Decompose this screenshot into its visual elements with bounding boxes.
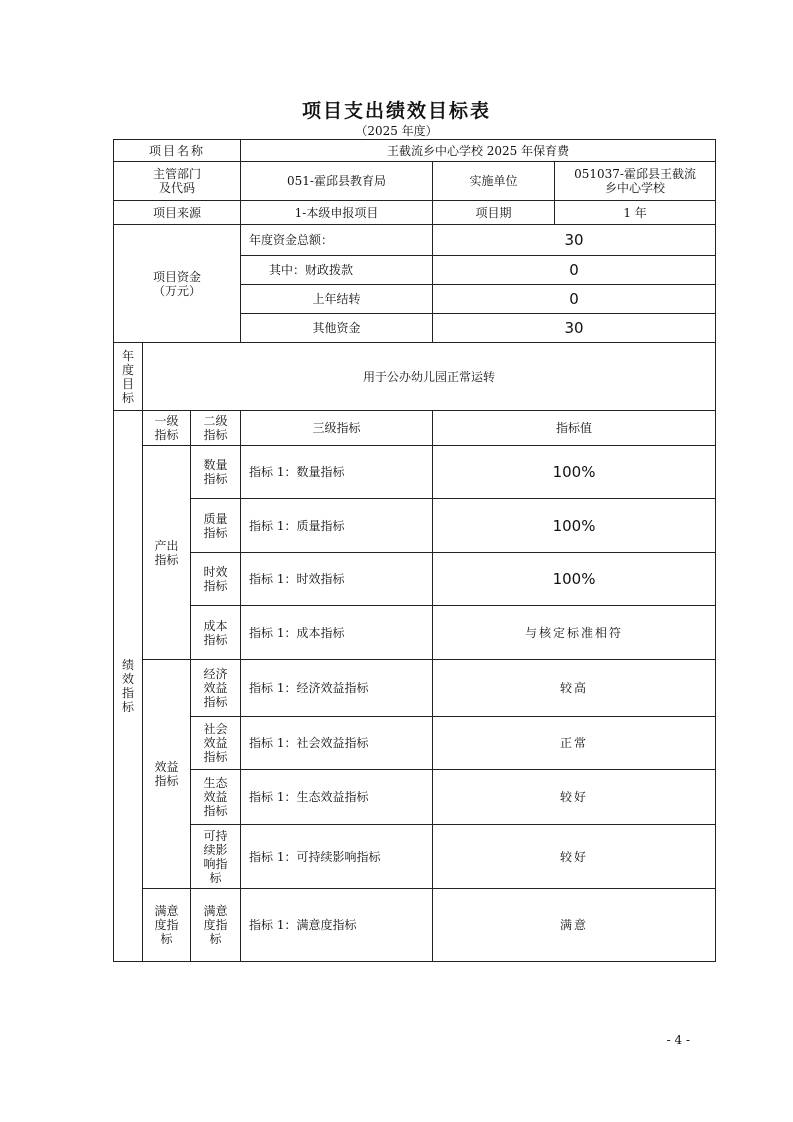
indicator-header-row	[114, 411, 716, 446]
level2-cell	[191, 499, 241, 553]
level2-cell	[191, 770, 241, 825]
implementing-unit-value-line1: 051037-霍邱县王截流	[574, 167, 696, 181]
funds-other-label: 其他资金	[241, 314, 433, 343]
department-value: 051-霍邱县教育局	[241, 162, 433, 201]
level3-cell: 指标 1：社会效益指标	[241, 717, 433, 770]
level1-line: 指标	[154, 552, 179, 567]
level2-line: 标	[209, 870, 222, 885]
level2-line: 生态	[203, 776, 228, 790]
funds-label-line2: （万元）	[153, 283, 202, 298]
source-row	[114, 201, 716, 225]
annual-goal-label-char: 度	[121, 362, 134, 377]
value-cell: 满意	[433, 889, 716, 962]
level2-line: 指标	[203, 579, 228, 593]
annual-goal-label-char: 标	[121, 390, 134, 405]
level2-line: 效益	[203, 790, 228, 804]
page-number: - 4 -	[666, 1033, 690, 1047]
level3-cell: 指标 1：可持续影响指标	[241, 825, 433, 889]
department-label-line2: 及代码	[159, 181, 196, 195]
annual-goal-label-char: 年	[121, 348, 134, 363]
level3-cell: 指标 1：成本指标	[241, 606, 433, 660]
value-cell: 100%	[433, 553, 716, 606]
level2-line: 指标	[203, 525, 228, 540]
level2-line: 满意	[203, 904, 228, 918]
annual-goal-label	[114, 343, 143, 411]
header-level2	[191, 411, 241, 446]
level2-line: 度指	[203, 918, 228, 932]
performance-indicator-label	[114, 411, 143, 962]
level2-line: 响指	[203, 856, 228, 871]
indicator-row	[114, 825, 716, 889]
header-level1-line: 一级	[154, 414, 179, 428]
funds-label	[114, 225, 241, 343]
value-cell: 正常	[433, 717, 716, 770]
page-subtitle: （2025 年度）	[355, 124, 438, 138]
project-name-label: 项目名称	[114, 140, 241, 162]
performance-target-table	[113, 139, 716, 962]
source-value: 1-本级申报项目	[241, 201, 433, 225]
department-row	[114, 162, 716, 201]
level2-line: 指标	[203, 472, 228, 486]
project-name-row	[114, 140, 716, 162]
department-label	[114, 162, 241, 201]
header-value: 指标值	[433, 411, 716, 446]
value-cell: 100%	[433, 499, 716, 553]
level2-line: 续影	[203, 842, 228, 857]
header-level1	[143, 411, 191, 446]
indicator-row	[114, 717, 716, 770]
funds-other-value: 30	[433, 314, 716, 343]
level3-cell: 指标 1：经济效益指标	[241, 660, 433, 717]
indicator-row	[114, 606, 716, 660]
level2-line: 时效	[203, 565, 228, 579]
indicator-row	[114, 660, 716, 717]
indicator-row	[114, 499, 716, 553]
level2-line: 数量	[203, 458, 228, 472]
level2-line: 指标	[203, 804, 228, 818]
level1-line: 满意	[154, 904, 179, 918]
funds-label-line1: 项目资金	[153, 269, 202, 284]
level1-line: 效益	[154, 760, 179, 774]
page-title: 项目支出绩效目标表	[301, 100, 491, 122]
level1-line: 产出	[154, 538, 179, 553]
level1-line: 度指	[154, 918, 179, 932]
annual-goal-text: 用于公办幼儿园正常运转	[143, 343, 716, 411]
project-name-value: 王截流乡中心学校 2025 年保育费	[241, 140, 716, 162]
period-label: 项目期	[433, 201, 555, 225]
level2-line: 标	[209, 932, 222, 946]
funds-total-value: 30	[433, 225, 716, 256]
level2-cell	[191, 717, 241, 770]
funds-fiscal-label: 其中：财政拨款	[241, 256, 433, 285]
value-cell: 较高	[433, 660, 716, 717]
annual-goal-row	[114, 343, 716, 411]
indicator-row	[114, 770, 716, 825]
level2-line: 指标	[203, 750, 228, 764]
level2-cell	[191, 889, 241, 962]
level2-line: 效益	[203, 736, 228, 750]
indicator-row	[114, 553, 716, 606]
funds-carryover-label: 上年结转	[241, 285, 433, 314]
performance-label-char: 指	[121, 686, 134, 700]
level1-line: 指标	[154, 774, 179, 788]
level1-output	[143, 446, 191, 660]
level2-cell	[191, 660, 241, 717]
level3-cell: 指标 1：数量指标	[241, 446, 433, 499]
indicator-row	[114, 889, 716, 962]
indicator-row	[114, 446, 716, 499]
department-label-line1: 主管部门	[153, 167, 202, 181]
value-cell: 100%	[433, 446, 716, 499]
header-level1-line: 指标	[154, 428, 179, 442]
level3-cell: 指标 1：质量指标	[241, 499, 433, 553]
value-cell: 较好	[433, 825, 716, 889]
level3-cell: 指标 1：生态效益指标	[241, 770, 433, 825]
performance-label-char: 绩	[121, 658, 134, 672]
annual-goal-label-char: 目	[121, 376, 134, 391]
implementing-unit-value-line2: 乡中心学校	[605, 181, 666, 195]
level2-line: 经济	[203, 667, 228, 681]
level3-cell: 指标 1：时效指标	[241, 553, 433, 606]
level2-cell	[191, 825, 241, 889]
header-level2-line: 二级	[203, 414, 228, 428]
level2-cell	[191, 553, 241, 606]
header-level3: 三级指标	[241, 411, 433, 446]
implementing-unit-value	[555, 162, 716, 201]
source-label: 项目来源	[114, 201, 241, 225]
level1-benefit	[143, 660, 191, 889]
level2-line: 指标	[203, 632, 228, 647]
implementing-unit-label: 实施单位	[433, 162, 555, 201]
level3-cell: 指标 1：满意度指标	[241, 889, 433, 962]
funds-row	[114, 225, 716, 256]
value-cell: 与核定标准相符	[433, 606, 716, 660]
level2-line: 社会	[203, 722, 228, 736]
level2-line: 成本	[203, 618, 228, 633]
level1-satisfaction	[143, 889, 191, 962]
funds-fiscal-value: 0	[433, 256, 716, 285]
funds-total-label: 年度资金总额：	[241, 225, 433, 256]
period-value: 1 年	[555, 201, 716, 225]
level2-line: 效益	[203, 681, 228, 695]
level2-line: 可持	[203, 828, 228, 843]
level1-line: 标	[160, 932, 173, 946]
level2-line: 质量	[203, 511, 228, 526]
level2-line: 指标	[203, 695, 228, 709]
header-level2-line: 指标	[203, 428, 228, 442]
level2-cell	[191, 446, 241, 499]
level2-cell	[191, 606, 241, 660]
value-cell: 较好	[433, 770, 716, 825]
performance-label-char: 效	[121, 672, 134, 686]
funds-carryover-value: 0	[433, 285, 716, 314]
performance-label-char: 标	[121, 700, 134, 714]
